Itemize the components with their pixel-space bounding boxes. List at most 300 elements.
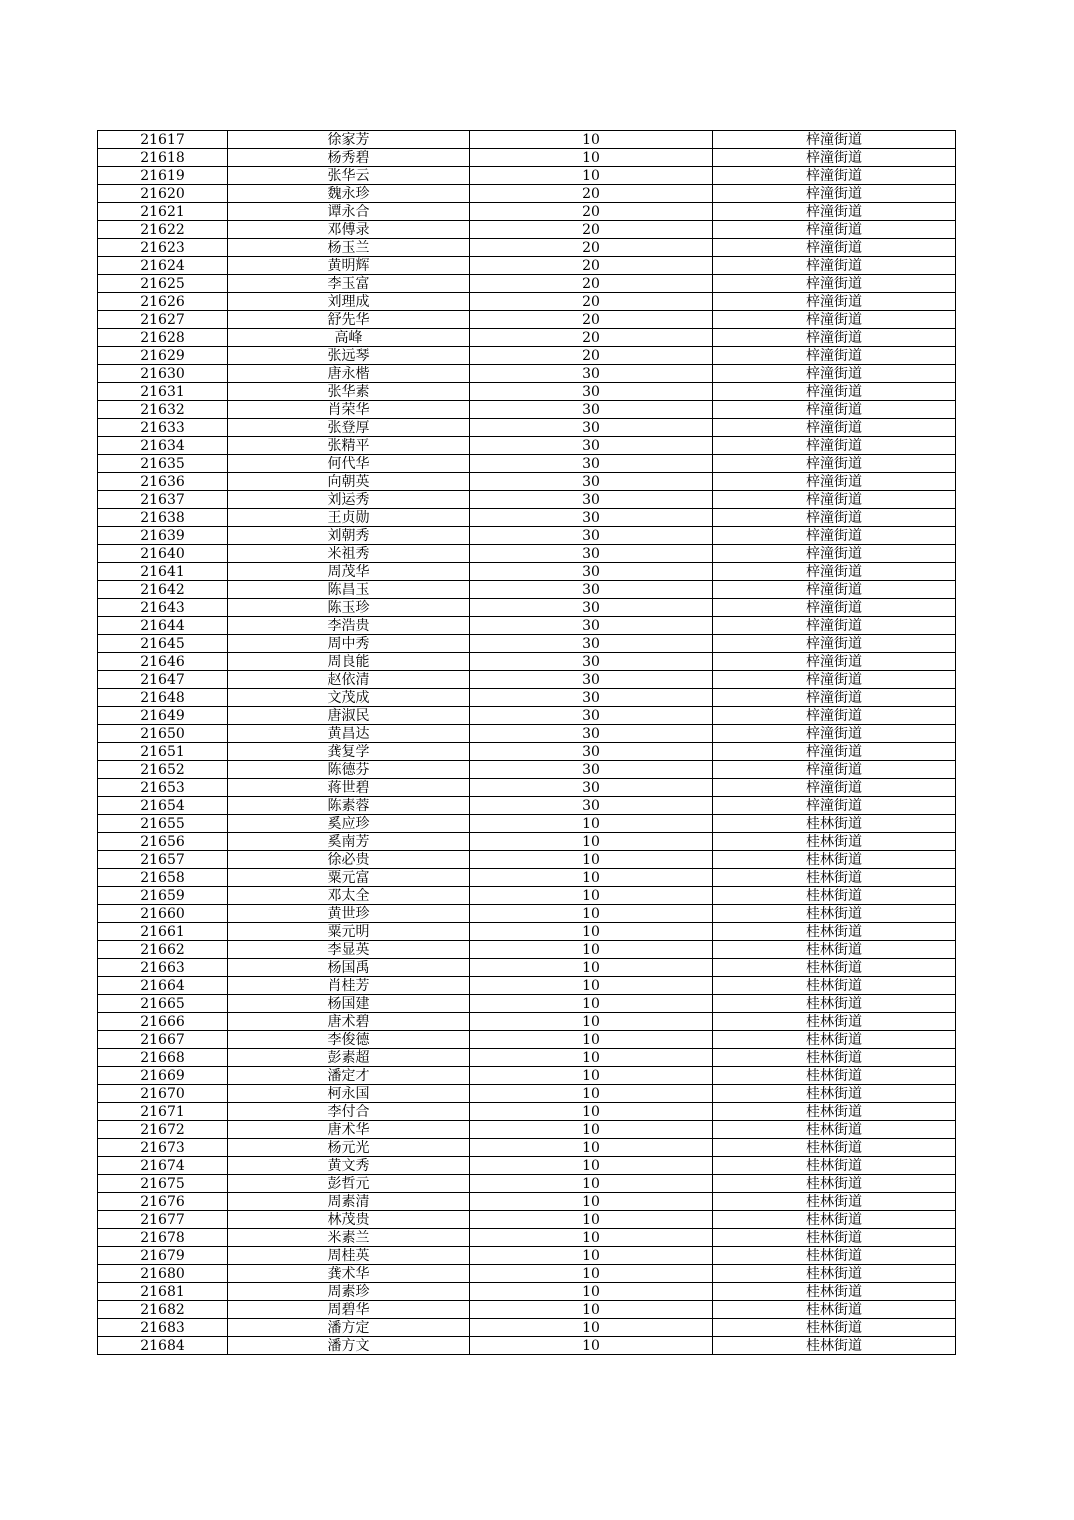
amount-cell: 10 xyxy=(470,1121,713,1139)
name-cell: 黄昌达 xyxy=(228,725,470,743)
row-number-cell: 21645 xyxy=(98,635,228,653)
table-row xyxy=(98,275,956,293)
row-number-cell: 21651 xyxy=(98,743,228,761)
row-number-cell: 21677 xyxy=(98,1211,228,1229)
row-number-cell: 21618 xyxy=(98,149,228,167)
name-cell: 陈昌玉 xyxy=(228,581,470,599)
name-cell: 黄文秀 xyxy=(228,1157,470,1175)
table-row xyxy=(98,1301,956,1319)
street-cell: 桂林街道 xyxy=(713,1013,956,1031)
table-row xyxy=(98,617,956,635)
row-number-cell: 21633 xyxy=(98,419,228,437)
name-cell: 刘朝秀 xyxy=(228,527,470,545)
name-cell: 粟元明 xyxy=(228,923,470,941)
street-cell: 梓潼街道 xyxy=(713,221,956,239)
row-number-cell: 21619 xyxy=(98,167,228,185)
amount-cell: 10 xyxy=(470,1229,713,1247)
table-row xyxy=(98,851,956,869)
street-cell: 桂林街道 xyxy=(713,833,956,851)
table-row xyxy=(98,869,956,887)
street-cell: 梓潼街道 xyxy=(713,761,956,779)
name-cell: 潘定才 xyxy=(228,1067,470,1085)
table-row xyxy=(98,653,956,671)
name-cell: 李付合 xyxy=(228,1103,470,1121)
street-cell: 梓潼街道 xyxy=(713,779,956,797)
name-cell: 潘方定 xyxy=(228,1319,470,1337)
row-number-cell: 21670 xyxy=(98,1085,228,1103)
street-cell: 梓潼街道 xyxy=(713,185,956,203)
amount-cell: 10 xyxy=(470,815,713,833)
table-row xyxy=(98,707,956,725)
row-number-cell: 21676 xyxy=(98,1193,228,1211)
table-row xyxy=(98,941,956,959)
name-cell: 龚术华 xyxy=(228,1265,470,1283)
street-cell: 梓潼街道 xyxy=(713,599,956,617)
row-number-cell: 21680 xyxy=(98,1265,228,1283)
row-number-cell: 21629 xyxy=(98,347,228,365)
street-cell: 桂林街道 xyxy=(713,887,956,905)
table-row xyxy=(98,401,956,419)
table-row xyxy=(98,473,956,491)
name-cell: 杨秀碧 xyxy=(228,149,470,167)
table-row xyxy=(98,545,956,563)
street-cell: 桂林街道 xyxy=(713,1193,956,1211)
street-cell: 梓潼街道 xyxy=(713,797,956,815)
name-cell: 张华云 xyxy=(228,167,470,185)
amount-cell: 10 xyxy=(470,851,713,869)
street-cell: 梓潼街道 xyxy=(713,725,956,743)
row-number-cell: 21632 xyxy=(98,401,228,419)
amount-cell: 30 xyxy=(470,383,713,401)
street-cell: 梓潼街道 xyxy=(713,671,956,689)
table-row xyxy=(98,365,956,383)
name-cell: 黄世珍 xyxy=(228,905,470,923)
row-number-cell: 21669 xyxy=(98,1067,228,1085)
amount-cell: 30 xyxy=(470,797,713,815)
row-number-cell: 21684 xyxy=(98,1337,228,1355)
street-cell: 梓潼街道 xyxy=(713,383,956,401)
name-cell: 林茂贵 xyxy=(228,1211,470,1229)
row-number-cell: 21674 xyxy=(98,1157,228,1175)
name-cell: 李玉富 xyxy=(228,275,470,293)
table-row xyxy=(98,1157,956,1175)
street-cell: 梓潼街道 xyxy=(713,275,956,293)
street-cell: 桂林街道 xyxy=(713,815,956,833)
table-row xyxy=(98,779,956,797)
table-row xyxy=(98,311,956,329)
amount-cell: 10 xyxy=(470,1283,713,1301)
amount-cell: 30 xyxy=(470,707,713,725)
name-cell: 陈玉珍 xyxy=(228,599,470,617)
amount-cell: 20 xyxy=(470,221,713,239)
row-number-cell: 21681 xyxy=(98,1283,228,1301)
table-row xyxy=(98,509,956,527)
amount-cell: 30 xyxy=(470,419,713,437)
table-row xyxy=(98,185,956,203)
row-number-cell: 21659 xyxy=(98,887,228,905)
amount-cell: 20 xyxy=(470,347,713,365)
name-cell: 张远琴 xyxy=(228,347,470,365)
name-cell: 杨元光 xyxy=(228,1139,470,1157)
row-number-cell: 21626 xyxy=(98,293,228,311)
street-cell: 桂林街道 xyxy=(713,1049,956,1067)
amount-cell: 20 xyxy=(470,203,713,221)
table-row xyxy=(98,203,956,221)
table-row xyxy=(98,383,956,401)
amount-cell: 30 xyxy=(470,671,713,689)
amount-cell: 10 xyxy=(470,905,713,923)
table-row xyxy=(98,1139,956,1157)
amount-cell: 20 xyxy=(470,185,713,203)
row-number-cell: 21652 xyxy=(98,761,228,779)
amount-cell: 10 xyxy=(470,1013,713,1031)
name-cell: 黄明辉 xyxy=(228,257,470,275)
amount-cell: 10 xyxy=(470,923,713,941)
street-cell: 梓潼街道 xyxy=(713,581,956,599)
row-number-cell: 21630 xyxy=(98,365,228,383)
name-cell: 高峰 xyxy=(228,329,470,347)
name-cell: 邓太全 xyxy=(228,887,470,905)
table-row xyxy=(98,1013,956,1031)
row-number-cell: 21650 xyxy=(98,725,228,743)
table-row xyxy=(98,1085,956,1103)
street-cell: 桂林街道 xyxy=(713,1319,956,1337)
row-number-cell: 21662 xyxy=(98,941,228,959)
table-row xyxy=(98,761,956,779)
row-number-cell: 21678 xyxy=(98,1229,228,1247)
table-row xyxy=(98,581,956,599)
row-number-cell: 21648 xyxy=(98,689,228,707)
amount-cell: 10 xyxy=(470,1211,713,1229)
name-cell: 周茂华 xyxy=(228,563,470,581)
street-cell: 梓潼街道 xyxy=(713,293,956,311)
name-cell: 舒先华 xyxy=(228,311,470,329)
row-number-cell: 21654 xyxy=(98,797,228,815)
street-cell: 桂林街道 xyxy=(713,1229,956,1247)
name-cell: 邓傅录 xyxy=(228,221,470,239)
amount-cell: 20 xyxy=(470,275,713,293)
row-number-cell: 21671 xyxy=(98,1103,228,1121)
name-cell: 向朝英 xyxy=(228,473,470,491)
table-row xyxy=(98,257,956,275)
amount-cell: 30 xyxy=(470,689,713,707)
name-cell: 彭素超 xyxy=(228,1049,470,1067)
amount-cell: 30 xyxy=(470,581,713,599)
amount-cell: 30 xyxy=(470,473,713,491)
row-number-cell: 21673 xyxy=(98,1139,228,1157)
street-cell: 梓潼街道 xyxy=(713,203,956,221)
roster-table xyxy=(97,130,956,1355)
table-row xyxy=(98,437,956,455)
name-cell: 周素珍 xyxy=(228,1283,470,1301)
street-cell: 梓潼街道 xyxy=(713,419,956,437)
street-cell: 桂林街道 xyxy=(713,851,956,869)
row-number-cell: 21640 xyxy=(98,545,228,563)
row-number-cell: 21683 xyxy=(98,1319,228,1337)
table-row xyxy=(98,293,956,311)
row-number-cell: 21657 xyxy=(98,851,228,869)
table-row xyxy=(98,1265,956,1283)
street-cell: 梓潼街道 xyxy=(713,707,956,725)
table-row xyxy=(98,1229,956,1247)
table-row xyxy=(98,329,956,347)
street-cell: 梓潼街道 xyxy=(713,257,956,275)
street-cell: 桂林街道 xyxy=(713,1031,956,1049)
row-number-cell: 21624 xyxy=(98,257,228,275)
table-row xyxy=(98,1247,956,1265)
row-number-cell: 21642 xyxy=(98,581,228,599)
table-row xyxy=(98,905,956,923)
amount-cell: 10 xyxy=(470,1193,713,1211)
amount-cell: 10 xyxy=(470,833,713,851)
amount-cell: 20 xyxy=(470,311,713,329)
amount-cell: 30 xyxy=(470,743,713,761)
amount-cell: 10 xyxy=(470,1175,713,1193)
street-cell: 梓潼街道 xyxy=(713,239,956,257)
row-number-cell: 21635 xyxy=(98,455,228,473)
name-cell: 唐淑民 xyxy=(228,707,470,725)
name-cell: 刘理成 xyxy=(228,293,470,311)
row-number-cell: 21617 xyxy=(98,131,228,149)
amount-cell: 30 xyxy=(470,527,713,545)
amount-cell: 30 xyxy=(470,761,713,779)
table-row xyxy=(98,743,956,761)
street-cell: 梓潼街道 xyxy=(713,545,956,563)
table-row xyxy=(98,815,956,833)
name-cell: 柯永国 xyxy=(228,1085,470,1103)
row-number-cell: 21621 xyxy=(98,203,228,221)
street-cell: 桂林街道 xyxy=(713,869,956,887)
name-cell: 粟元富 xyxy=(228,869,470,887)
table-row xyxy=(98,887,956,905)
name-cell: 米素兰 xyxy=(228,1229,470,1247)
street-cell: 桂林街道 xyxy=(713,1121,956,1139)
amount-cell: 10 xyxy=(470,1265,713,1283)
table-row xyxy=(98,419,956,437)
name-cell: 徐家芳 xyxy=(228,131,470,149)
table-row xyxy=(98,959,956,977)
table-row xyxy=(98,563,956,581)
street-cell: 梓潼街道 xyxy=(713,743,956,761)
row-number-cell: 21679 xyxy=(98,1247,228,1265)
name-cell: 周中秀 xyxy=(228,635,470,653)
amount-cell: 20 xyxy=(470,257,713,275)
street-cell: 桂林街道 xyxy=(713,1139,956,1157)
row-number-cell: 21620 xyxy=(98,185,228,203)
row-number-cell: 21622 xyxy=(98,221,228,239)
row-number-cell: 21658 xyxy=(98,869,228,887)
table-row xyxy=(98,1031,956,1049)
name-cell: 杨国禹 xyxy=(228,959,470,977)
amount-cell: 30 xyxy=(470,725,713,743)
row-number-cell: 21641 xyxy=(98,563,228,581)
name-cell: 唐术碧 xyxy=(228,1013,470,1031)
name-cell: 杨玉兰 xyxy=(228,239,470,257)
street-cell: 梓潼街道 xyxy=(713,617,956,635)
row-number-cell: 21646 xyxy=(98,653,228,671)
name-cell: 赵依清 xyxy=(228,671,470,689)
row-number-cell: 21634 xyxy=(98,437,228,455)
street-cell: 梓潼街道 xyxy=(713,167,956,185)
amount-cell: 30 xyxy=(470,563,713,581)
amount-cell: 30 xyxy=(470,617,713,635)
table-row xyxy=(98,635,956,653)
table-row xyxy=(98,1067,956,1085)
amount-cell: 10 xyxy=(470,1337,713,1355)
street-cell: 桂林街道 xyxy=(713,1175,956,1193)
amount-cell: 30 xyxy=(470,545,713,563)
street-cell: 桂林街道 xyxy=(713,1103,956,1121)
table-row xyxy=(98,833,956,851)
table-row xyxy=(98,455,956,473)
street-cell: 桂林街道 xyxy=(713,1301,956,1319)
roster-table-body xyxy=(98,131,956,1355)
street-cell: 梓潼街道 xyxy=(713,365,956,383)
name-cell: 杨国建 xyxy=(228,995,470,1013)
street-cell: 梓潼街道 xyxy=(713,491,956,509)
row-number-cell: 21643 xyxy=(98,599,228,617)
row-number-cell: 21638 xyxy=(98,509,228,527)
street-cell: 梓潼街道 xyxy=(713,149,956,167)
street-cell: 桂林街道 xyxy=(713,995,956,1013)
amount-cell: 10 xyxy=(470,869,713,887)
amount-cell: 10 xyxy=(470,1085,713,1103)
street-cell: 桂林街道 xyxy=(713,905,956,923)
amount-cell: 10 xyxy=(470,941,713,959)
row-number-cell: 21661 xyxy=(98,923,228,941)
street-cell: 桂林街道 xyxy=(713,959,956,977)
street-cell: 桂林街道 xyxy=(713,1067,956,1085)
street-cell: 梓潼街道 xyxy=(713,653,956,671)
name-cell: 唐术华 xyxy=(228,1121,470,1139)
table-row xyxy=(98,725,956,743)
amount-cell: 10 xyxy=(470,1103,713,1121)
amount-cell: 10 xyxy=(470,149,713,167)
name-cell: 张华素 xyxy=(228,383,470,401)
row-number-cell: 21649 xyxy=(98,707,228,725)
amount-cell: 30 xyxy=(470,779,713,797)
amount-cell: 30 xyxy=(470,401,713,419)
name-cell: 肖荣华 xyxy=(228,401,470,419)
street-cell: 桂林街道 xyxy=(713,1337,956,1355)
name-cell: 奚应珍 xyxy=(228,815,470,833)
name-cell: 文茂成 xyxy=(228,689,470,707)
amount-cell: 30 xyxy=(470,635,713,653)
name-cell: 龚复学 xyxy=(228,743,470,761)
street-cell: 桂林街道 xyxy=(713,941,956,959)
name-cell: 陈德芬 xyxy=(228,761,470,779)
name-cell: 陈素蓉 xyxy=(228,797,470,815)
amount-cell: 20 xyxy=(470,329,713,347)
amount-cell: 10 xyxy=(470,1049,713,1067)
amount-cell: 10 xyxy=(470,1157,713,1175)
table-row xyxy=(98,491,956,509)
row-number-cell: 21636 xyxy=(98,473,228,491)
table-row xyxy=(98,1193,956,1211)
table-row xyxy=(98,1121,956,1139)
name-cell: 周桂英 xyxy=(228,1247,470,1265)
street-cell: 梓潼街道 xyxy=(713,689,956,707)
name-cell: 蒋世碧 xyxy=(228,779,470,797)
row-number-cell: 21627 xyxy=(98,311,228,329)
street-cell: 梓潼街道 xyxy=(713,131,956,149)
street-cell: 梓潼街道 xyxy=(713,527,956,545)
row-number-cell: 21667 xyxy=(98,1031,228,1049)
name-cell: 奚南芳 xyxy=(228,833,470,851)
name-cell: 彭哲元 xyxy=(228,1175,470,1193)
amount-cell: 30 xyxy=(470,455,713,473)
table-row xyxy=(98,977,956,995)
name-cell: 魏永珍 xyxy=(228,185,470,203)
table-row xyxy=(98,671,956,689)
row-number-cell: 21664 xyxy=(98,977,228,995)
amount-cell: 30 xyxy=(470,599,713,617)
street-cell: 桂林街道 xyxy=(713,1283,956,1301)
table-row xyxy=(98,1103,956,1121)
name-cell: 王贞勋 xyxy=(228,509,470,527)
row-number-cell: 21644 xyxy=(98,617,228,635)
street-cell: 梓潼街道 xyxy=(713,347,956,365)
table-row xyxy=(98,221,956,239)
row-number-cell: 21666 xyxy=(98,1013,228,1031)
row-number-cell: 21675 xyxy=(98,1175,228,1193)
street-cell: 桂林街道 xyxy=(713,1247,956,1265)
amount-cell: 30 xyxy=(470,365,713,383)
street-cell: 桂林街道 xyxy=(713,1085,956,1103)
row-number-cell: 21637 xyxy=(98,491,228,509)
amount-cell: 10 xyxy=(470,1319,713,1337)
name-cell: 张登厚 xyxy=(228,419,470,437)
street-cell: 桂林街道 xyxy=(713,1157,956,1175)
amount-cell: 30 xyxy=(470,653,713,671)
name-cell: 刘运秀 xyxy=(228,491,470,509)
table-row xyxy=(98,1049,956,1067)
amount-cell: 10 xyxy=(470,959,713,977)
row-number-cell: 21672 xyxy=(98,1121,228,1139)
table-row xyxy=(98,797,956,815)
amount-cell: 10 xyxy=(470,1139,713,1157)
table-row xyxy=(98,599,956,617)
name-cell: 李显英 xyxy=(228,941,470,959)
street-cell: 梓潼街道 xyxy=(713,311,956,329)
table-row xyxy=(98,347,956,365)
row-number-cell: 21668 xyxy=(98,1049,228,1067)
name-cell: 米祖秀 xyxy=(228,545,470,563)
street-cell: 梓潼街道 xyxy=(713,635,956,653)
table-row xyxy=(98,995,956,1013)
street-cell: 梓潼街道 xyxy=(713,437,956,455)
amount-cell: 10 xyxy=(470,1301,713,1319)
name-cell: 张精平 xyxy=(228,437,470,455)
street-cell: 梓潼街道 xyxy=(713,401,956,419)
table-row xyxy=(98,167,956,185)
row-number-cell: 21682 xyxy=(98,1301,228,1319)
row-number-cell: 21656 xyxy=(98,833,228,851)
name-cell: 徐必贵 xyxy=(228,851,470,869)
street-cell: 梓潼街道 xyxy=(713,563,956,581)
row-number-cell: 21647 xyxy=(98,671,228,689)
row-number-cell: 21665 xyxy=(98,995,228,1013)
row-number-cell: 21623 xyxy=(98,239,228,257)
table-row xyxy=(98,149,956,167)
row-number-cell: 21628 xyxy=(98,329,228,347)
amount-cell: 10 xyxy=(470,1031,713,1049)
table-row xyxy=(98,689,956,707)
table-row xyxy=(98,1283,956,1301)
name-cell: 肖桂芳 xyxy=(228,977,470,995)
amount-cell: 20 xyxy=(470,239,713,257)
amount-cell: 30 xyxy=(470,509,713,527)
